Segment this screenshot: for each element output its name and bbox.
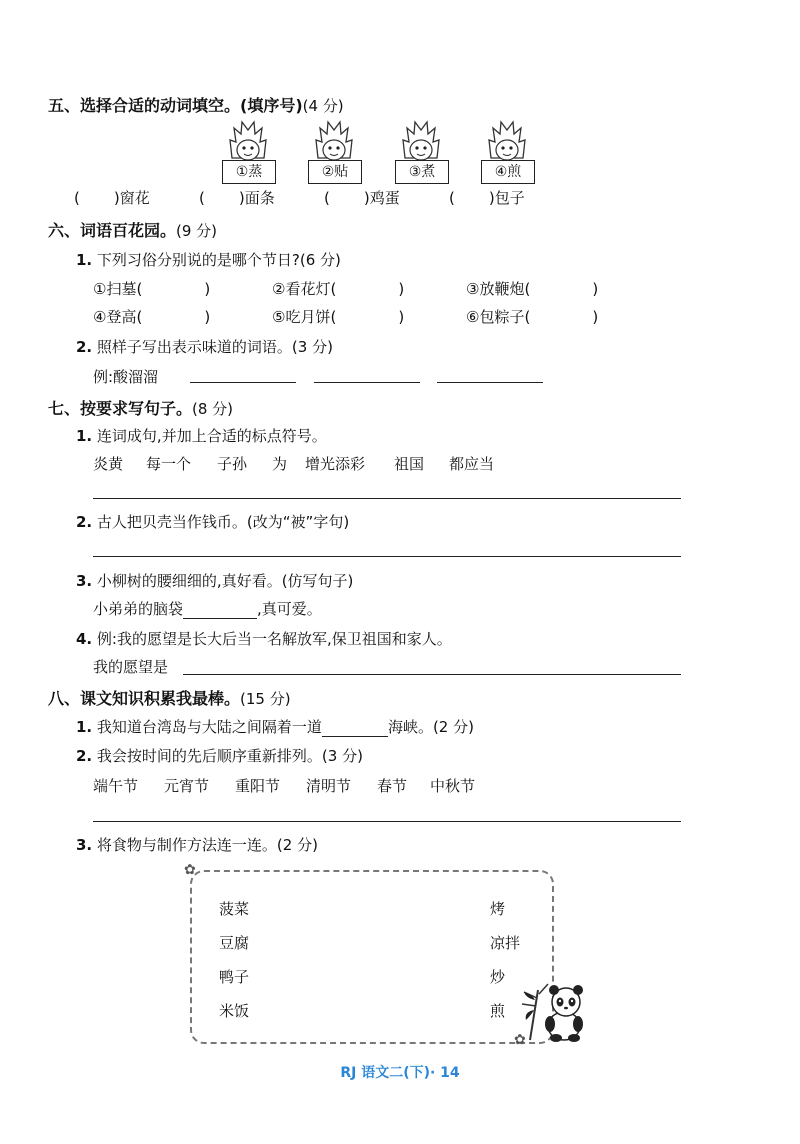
- method-3[interactable]: 炒: [490, 968, 506, 986]
- verb-blank-2[interactable]: ( )面条: [199, 189, 275, 207]
- s7-q4: 4. 例:我的愿望是长大后当一名解放军,保卫祖国和家人。: [76, 630, 452, 648]
- section-7-points: (8 分): [192, 400, 234, 418]
- s7-q3-imitation[interactable]: 小弟弟的脑袋 ,真可爱。: [93, 600, 322, 618]
- festival-4: 清明节: [306, 777, 352, 795]
- section-6-title-text: 六、词语百花园。: [48, 221, 177, 240]
- custom-3[interactable]: ③放鞭炮( ): [466, 280, 599, 298]
- word-1: 炎黄: [93, 455, 124, 473]
- s7-q1-answer-line[interactable]: [93, 498, 681, 499]
- word-5: 增光添彩: [305, 455, 366, 473]
- custom-5[interactable]: ⑤吃月饼( ): [272, 308, 405, 326]
- s6-q1: 1. 下列习俗分别说的是哪个节日?(6 分): [76, 251, 341, 269]
- taste-answer-line-2[interactable]: [314, 382, 420, 383]
- custom-4[interactable]: ④登高( ): [93, 308, 211, 326]
- section-8-title: [48, 686, 291, 709]
- section-7-title: [48, 396, 233, 419]
- food-3[interactable]: 鸭子: [219, 968, 250, 986]
- flower-icon: ✿: [184, 862, 196, 878]
- word-3: 子孙: [217, 455, 248, 473]
- s7-q4-answer-line[interactable]: [183, 674, 681, 675]
- s8-q3: 3. 将食物与制作方法连一连。(2 分): [76, 836, 318, 854]
- section-5-title: [48, 93, 344, 116]
- s7-q2: 2. 古人把贝壳当作钱币。(改为“被”字句): [76, 513, 350, 531]
- section-8-points: (15 分): [240, 690, 291, 708]
- panda-bamboo-icon: [520, 980, 590, 1042]
- festival-3: 重阳节: [235, 777, 281, 795]
- taste-answer-line-1[interactable]: [190, 382, 296, 383]
- food-4[interactable]: 米饭: [219, 1002, 250, 1020]
- hedgehog-icon: [401, 118, 441, 162]
- s7-q4-prefix: 我的愿望是: [93, 658, 169, 676]
- hedgehog-icon: [228, 118, 268, 162]
- section-6-title: [48, 218, 217, 241]
- verb-card-2: [304, 118, 364, 188]
- word-2: 每一个: [146, 455, 192, 473]
- verb-blank-4[interactable]: ( )包子: [449, 189, 525, 207]
- custom-1[interactable]: ①扫墓( ): [93, 280, 211, 298]
- verb-card-label: ④煎: [481, 160, 535, 184]
- method-2[interactable]: 凉拌: [490, 934, 521, 952]
- word-6: 祖国: [394, 455, 425, 473]
- hedgehog-icon: [314, 118, 354, 162]
- verb-card-label: ②贴: [308, 160, 362, 184]
- food-1[interactable]: 菠菜: [219, 900, 250, 918]
- festival-5: 春节: [377, 777, 408, 795]
- custom-6[interactable]: ⑥包粽子( ): [466, 308, 599, 326]
- verb-card-3: [391, 118, 451, 188]
- section-8-title-text: 八、课文知识积累我最棒。: [48, 689, 241, 708]
- food-2[interactable]: 豆腐: [219, 934, 250, 952]
- word-4: 为: [272, 455, 288, 473]
- verb-blank-1[interactable]: ( )窗花: [74, 189, 150, 207]
- method-4[interactable]: 煎: [490, 1002, 506, 1020]
- s8-q2: 2. 我会按时间的先后顺序重新排列。(3 分): [76, 747, 363, 765]
- taste-example: 例:酸溜溜: [93, 368, 159, 386]
- s8-q2-answer-line[interactable]: [93, 821, 681, 822]
- s7-q1: 1. 连词成句,并加上合适的标点符号。: [76, 427, 327, 445]
- section-5-points: (4 分): [302, 97, 344, 115]
- hedgehog-icon: [487, 118, 527, 162]
- custom-2[interactable]: ②看花灯( ): [272, 280, 405, 298]
- s7-q2-answer-line[interactable]: [93, 556, 681, 557]
- festival-2: 元宵节: [164, 777, 210, 795]
- s8-q1[interactable]: 1. 我知道台湾岛与大陆之间隔着一道 海峡。(2 分): [76, 718, 474, 736]
- festival-6: 中秋节: [430, 777, 476, 795]
- section-6-points: (9 分): [176, 222, 218, 240]
- verb-card-1: [218, 118, 278, 188]
- page-footer: RJ 语文二(下)· 14: [340, 1065, 460, 1081]
- verb-blank-3[interactable]: ( )鸡蛋: [324, 189, 400, 207]
- section-5-title-text: 五、选择合适的动词填空。(填序号): [48, 96, 303, 115]
- festival-1: 端午节: [93, 777, 139, 795]
- section-7-title-text: 七、按要求写句子。: [48, 399, 193, 418]
- s7-q3: 3. 小柳树的腰细细的,真好看。(仿写句子): [76, 572, 354, 590]
- flower-icon: ✿: [514, 1032, 526, 1048]
- verb-card-label: ①蒸: [222, 160, 276, 184]
- method-1[interactable]: 烤: [490, 900, 506, 918]
- verb-card-4: [477, 118, 537, 188]
- s6-q2: 2. 照样子写出表示味道的词语。(3 分): [76, 338, 333, 356]
- word-7: 都应当: [449, 455, 495, 473]
- taste-answer-line-3[interactable]: [437, 382, 543, 383]
- verb-card-label: ③煮: [395, 160, 449, 184]
